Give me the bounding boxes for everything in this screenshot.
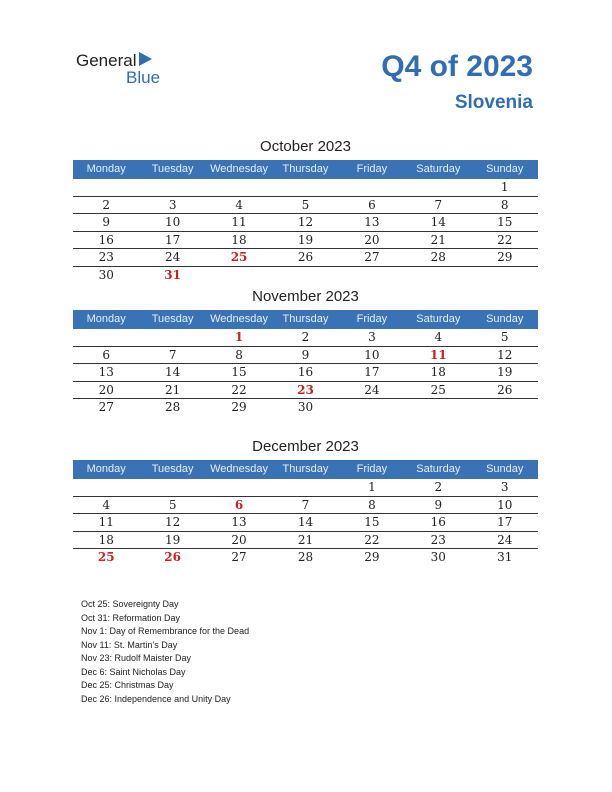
day-cell: 29	[364, 550, 380, 564]
day-cell	[272, 179, 338, 196]
week-row	[73, 267, 538, 285]
holiday-notes	[81, 598, 249, 706]
weekday-label: Sunday	[486, 463, 524, 475]
day-cell: 8	[368, 497, 376, 512]
week-row	[73, 214, 538, 232]
quarter-title: Q4 of 2023	[381, 50, 533, 83]
month-title: October 2023	[260, 138, 351, 155]
holiday-note: Oct 31: Reformation Day	[81, 612, 181, 623]
day-cell: 5	[168, 497, 177, 512]
weekday-label: Thursday	[282, 313, 329, 325]
day-cell	[206, 179, 272, 196]
day-cell	[139, 329, 205, 346]
weekday-label: Monday	[86, 463, 126, 475]
week-row	[73, 399, 538, 417]
week-row	[73, 514, 538, 532]
logo-flag-icon	[139, 52, 152, 66]
week-row	[73, 549, 538, 567]
day-cell	[272, 479, 338, 496]
day-cell	[339, 399, 405, 417]
day-cell: 28	[430, 250, 446, 264]
day-cell: 7	[434, 197, 443, 212]
weekday-label: Sunday	[486, 163, 524, 175]
holiday-note: Dec 25: Christmas Day	[81, 680, 174, 690]
day-cell: 8	[500, 197, 509, 212]
month-october	[73, 138, 538, 284]
day-cell: 20	[364, 232, 380, 247]
day-cell: 27	[231, 550, 247, 564]
day-cell: 5	[301, 197, 310, 212]
day-cell: 24	[164, 250, 181, 264]
logo	[76, 52, 160, 86]
holiday-note: Dec 26: Independence and Unity Day	[81, 693, 231, 704]
day-cell: 2	[102, 197, 111, 212]
day-cell: 31	[164, 267, 181, 282]
day-cell: 4	[235, 197, 243, 212]
day-cell: 25	[230, 250, 248, 264]
day-cell: 23	[430, 532, 446, 547]
day-cell: 31	[497, 550, 513, 564]
country-title: Slovenia	[454, 92, 533, 113]
day-cell: 13	[98, 365, 114, 379]
month-title: December 2023	[252, 438, 359, 455]
day-cell: 18	[98, 532, 114, 547]
day-cell: 17	[497, 515, 513, 529]
day-cell: 18	[231, 232, 247, 247]
holiday-note: Dec 6: Saint Nicholas Day	[81, 666, 186, 677]
logo-text-blue: Blue	[126, 68, 161, 87]
day-cell: 25	[97, 550, 115, 564]
day-cell: 26	[297, 250, 314, 264]
logo-text-general: General	[76, 51, 137, 70]
day-cell: 15	[231, 365, 247, 379]
holiday-note: Nov 1: Day of Remembrance for the Dead	[81, 626, 250, 636]
day-cell: 1	[368, 480, 376, 494]
day-cell: 14	[430, 215, 446, 229]
day-cell	[73, 179, 139, 196]
weekday-label: Thursday	[282, 463, 329, 475]
day-cell: 25	[430, 382, 446, 397]
day-cell: 22	[497, 232, 513, 247]
week-row	[73, 249, 538, 267]
day-cell: 17	[164, 232, 181, 247]
weekday-label: Wednesday	[210, 463, 268, 475]
weekday-label: Saturday	[416, 313, 461, 325]
day-cell: 3	[500, 480, 509, 494]
day-cell: 2	[301, 330, 310, 344]
day-cell: 13	[231, 515, 247, 529]
day-cell: 7	[301, 497, 310, 512]
week-row	[73, 232, 538, 250]
day-cell: 9	[434, 497, 443, 512]
day-cell: 12	[164, 515, 181, 529]
week-row	[73, 382, 538, 400]
day-cell: 8	[235, 347, 243, 362]
day-cell: 7	[168, 347, 177, 362]
weekday-label: Sunday	[486, 313, 524, 325]
weekday-label: Tuesday	[151, 313, 194, 325]
week-row	[73, 329, 538, 347]
day-cell: 20	[231, 532, 247, 547]
day-cell: 1	[500, 180, 509, 194]
weekday-label: Saturday	[416, 163, 461, 175]
day-cell: 5	[500, 330, 509, 344]
weekday-label: Friday	[356, 313, 388, 325]
day-cell: 4	[102, 497, 111, 512]
day-cell: 24	[497, 532, 513, 547]
day-cell: 10	[497, 497, 513, 512]
day-cell	[272, 267, 338, 285]
day-cell: 28	[297, 550, 314, 564]
day-cell: 1	[234, 330, 244, 344]
day-cell: 19	[297, 232, 314, 247]
week-row	[73, 197, 538, 215]
day-cell: 9	[102, 215, 111, 229]
day-cell: 19	[497, 365, 513, 379]
day-cell: 11	[231, 215, 247, 229]
month-november	[73, 288, 538, 417]
day-cell	[73, 479, 139, 496]
day-cell: 9	[301, 347, 310, 362]
holiday-note: Nov 11: St. Martin’s Day	[81, 639, 178, 650]
day-cell	[139, 479, 205, 496]
day-cell: 27	[98, 400, 114, 414]
weekday-label: Friday	[356, 463, 388, 475]
weekday-label: Monday	[86, 163, 126, 175]
weekday-header	[73, 460, 538, 479]
holiday-note: Nov 23: Rudolf Maister Day	[81, 653, 192, 663]
day-cell: 30	[297, 400, 314, 414]
day-cell	[73, 329, 139, 346]
day-cell: 21	[430, 232, 446, 247]
day-cell	[339, 179, 405, 196]
day-cell: 14	[297, 515, 314, 529]
weekday-label: Tuesday	[151, 163, 194, 175]
day-cell: 16	[297, 365, 314, 379]
day-cell: 30	[430, 550, 446, 564]
day-cell: 29	[231, 400, 247, 414]
day-cell: 10	[364, 347, 380, 362]
day-cell: 4	[434, 330, 443, 344]
day-cell: 26	[497, 382, 513, 397]
day-cell: 6	[234, 497, 244, 512]
day-cell: 18	[430, 365, 446, 379]
day-cell: 10	[164, 215, 181, 229]
week-row	[73, 497, 538, 515]
day-cell: 20	[98, 382, 114, 397]
day-cell: 12	[297, 215, 314, 229]
day-cell	[472, 399, 538, 417]
day-cell: 3	[168, 197, 177, 212]
day-cell: 30	[98, 267, 114, 282]
day-cell: 24	[364, 382, 380, 397]
day-cell: 23	[297, 382, 314, 397]
week-row	[73, 364, 538, 382]
day-cell: 14	[164, 365, 181, 379]
weekday-header	[73, 160, 538, 179]
day-cell: 6	[368, 197, 376, 212]
weekday-header	[73, 310, 538, 329]
week-row	[73, 179, 538, 197]
day-cell	[206, 479, 272, 496]
holiday-note: Oct 25: Sovereignty Day	[81, 599, 179, 609]
month-december	[73, 438, 538, 567]
day-cell: 29	[497, 250, 513, 264]
day-cell: 3	[368, 330, 376, 344]
day-cell: 6	[102, 347, 111, 362]
day-cell: 28	[164, 400, 181, 414]
day-cell	[472, 267, 538, 285]
day-cell: 11	[98, 515, 114, 529]
weekday-label: Tuesday	[151, 463, 194, 475]
day-cell: 26	[164, 550, 181, 564]
day-cell	[405, 399, 471, 417]
weekday-label: Wednesday	[210, 163, 268, 175]
day-cell: 11	[429, 347, 447, 362]
day-cell	[405, 179, 471, 196]
day-cell: 2	[434, 480, 443, 494]
day-cell: 21	[164, 382, 181, 397]
day-cell: 22	[231, 382, 247, 397]
day-cell	[405, 267, 471, 285]
day-cell: 15	[497, 215, 513, 229]
month-title: November 2023	[252, 288, 359, 305]
day-cell	[339, 267, 405, 285]
weekday-label: Friday	[356, 163, 388, 175]
day-cell: 13	[364, 215, 380, 229]
day-cell: 23	[98, 250, 114, 264]
weekday-label: Thursday	[282, 163, 329, 175]
day-cell: 27	[364, 250, 380, 264]
week-row	[73, 479, 538, 497]
weekday-label: Monday	[86, 313, 126, 325]
week-row	[73, 347, 538, 365]
week-row	[73, 532, 538, 550]
day-cell: 22	[364, 532, 380, 547]
day-cell: 15	[364, 515, 380, 529]
weekday-label: Wednesday	[210, 313, 268, 325]
day-cell	[139, 179, 205, 196]
day-cell: 12	[497, 347, 513, 362]
day-cell: 16	[430, 515, 446, 529]
day-cell: 16	[98, 232, 114, 247]
day-cell: 17	[364, 365, 380, 379]
day-cell: 21	[297, 532, 314, 547]
weekday-label: Saturday	[416, 463, 461, 475]
day-cell	[206, 267, 272, 285]
day-cell: 19	[164, 532, 181, 547]
